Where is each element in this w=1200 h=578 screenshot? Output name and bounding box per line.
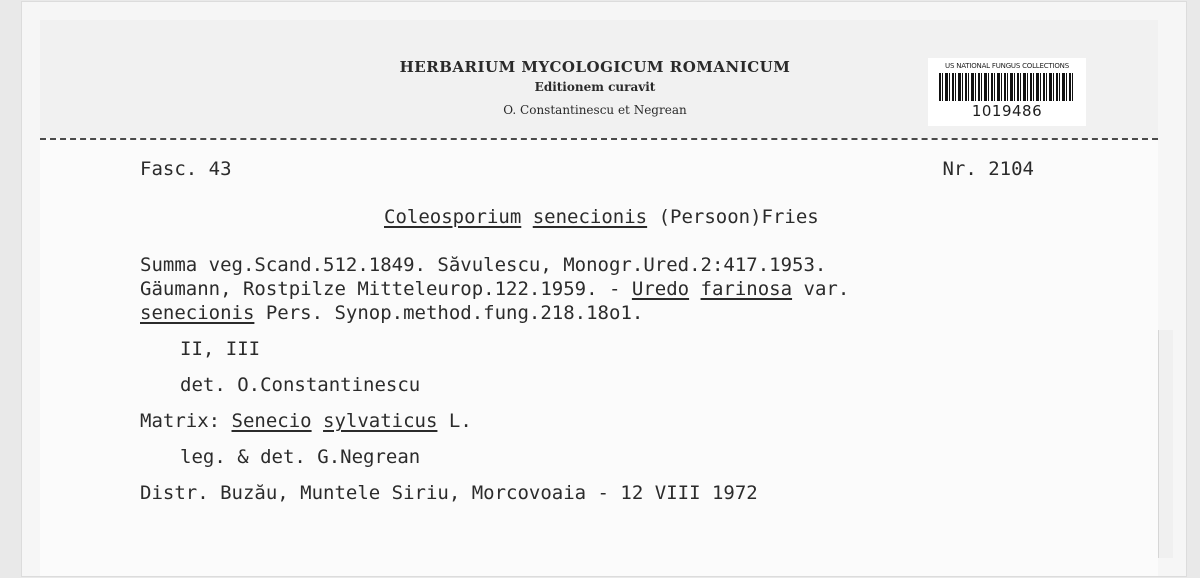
host-matrix: [140, 410, 472, 432]
header-authors: O. Constantinescu et Negrean: [503, 103, 687, 117]
host-species: sylvaticus: [323, 410, 438, 432]
specimen-number: Nr. 2104: [942, 158, 1034, 180]
citation-line-2: [140, 278, 849, 300]
citation-synonym-species: farinosa: [700, 278, 793, 300]
determiner: det. O.Constantinescu: [180, 374, 421, 396]
citation-line-1: Summa veg.Scand.512.1849. Săvulescu, Monogr.Ured.2:417.1953.: [140, 254, 827, 276]
herbarium-header: [300, 58, 890, 117]
header-subtitle: Editionem curavit: [534, 80, 656, 94]
citation-synonym-variety: senecionis: [140, 302, 255, 324]
fascicle-number: Fasc. 43: [140, 158, 232, 180]
citation-line-2-text: Gäumann, Rostpilze Mitteleurop.122.1959. -: [140, 278, 632, 300]
sheet-edge: [1158, 330, 1173, 558]
barcode-icon: [939, 73, 1075, 101]
citation-var: var.: [792, 278, 850, 300]
species-title: [384, 206, 819, 228]
host-genus: Senecio: [231, 410, 312, 432]
citation-line-3-text: Pers. Synop.method.fung.218.18o1.: [254, 302, 644, 324]
collector: leg. & det. G.Negrean: [180, 446, 421, 468]
matrix-prefix: Matrix:: [140, 410, 232, 432]
specimen-label: [40, 138, 1158, 576]
citation-synonym-genus: Uredo: [631, 278, 690, 300]
barcode-org: US NATIONAL FUNGUS COLLECTIONS: [945, 62, 1069, 70]
citation-line-3: [140, 302, 643, 324]
barcode-label: [928, 58, 1086, 126]
host-space: [312, 410, 323, 432]
host-author: L.: [437, 410, 472, 432]
title-author: (Persoon)Fries: [647, 206, 819, 228]
locality-date: Distr. Buzău, Muntele Siriu, Morcovoaia - 12 VIII 1972: [140, 482, 758, 504]
barcode-number: 1019486: [971, 102, 1043, 120]
citation-space: [689, 278, 700, 300]
spore-stages: II, III: [180, 338, 261, 360]
header-title: HERBARIUM MYCOLOGICUM ROMANICUM: [399, 58, 791, 76]
title-genus: Coleosporium: [384, 206, 522, 228]
title-species: senecionis: [532, 206, 648, 228]
